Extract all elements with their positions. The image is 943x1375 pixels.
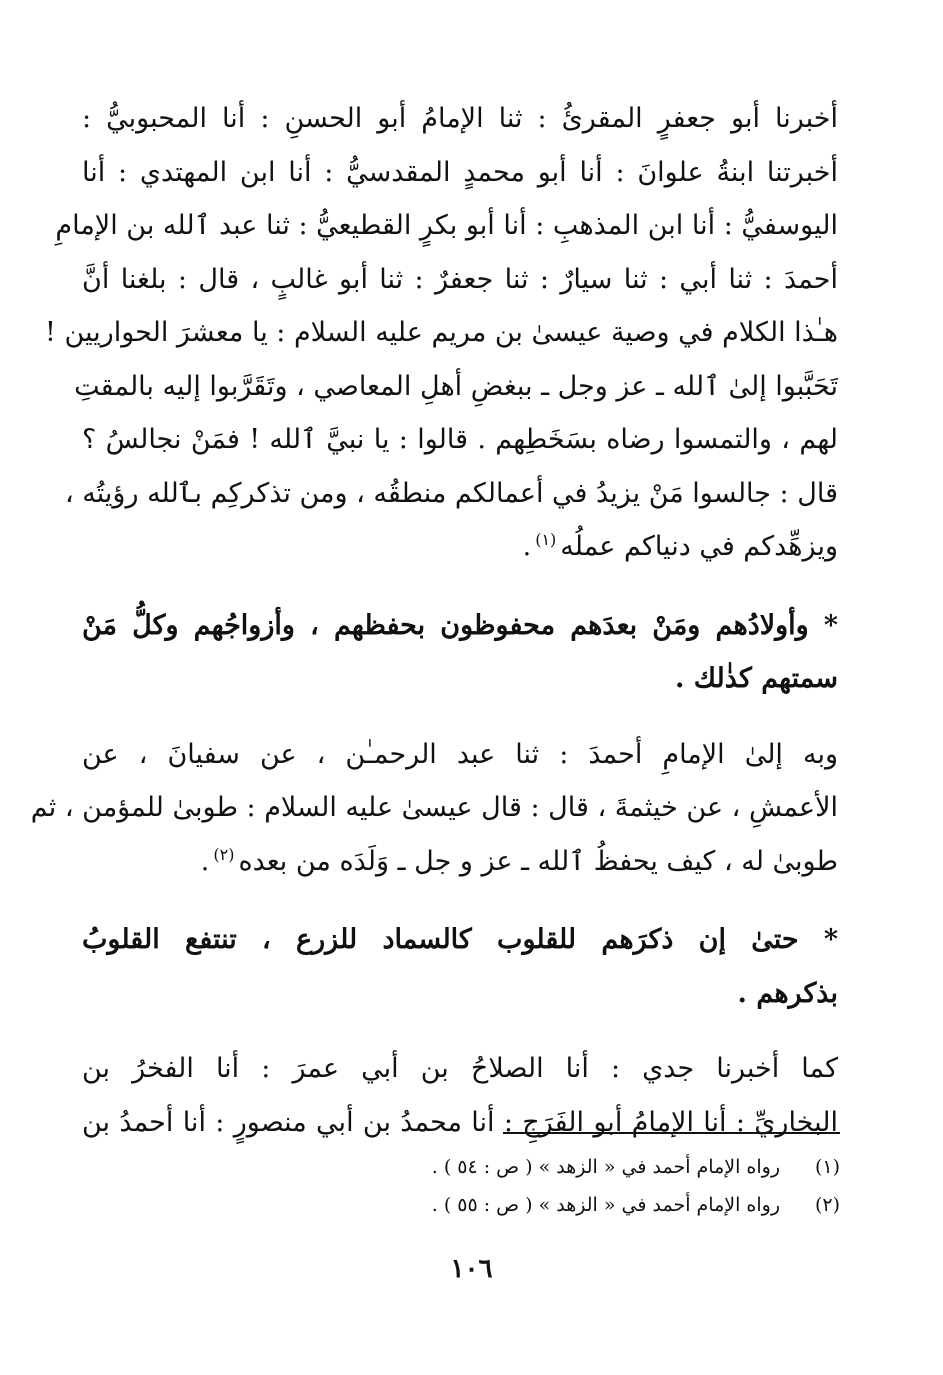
footnote-text: رواه الإمام أحمد في « الزهد » ( ص : ٥٥ ) . <box>431 1194 780 1216</box>
footnote-ref-2: (٢) <box>213 844 235 864</box>
text-line: هـٰذا الكلام في وصية عيسىٰ بن مريم عليه السلام : يا معشرَ الحواريين ! <box>45 317 838 348</box>
footnote-1 <box>340 1148 840 1186</box>
text-line: قال : جالسوا مَنْ يزيدُ في أعمالكم منطقُه ، ومن تذكركِم بٱلله رؤيتُه ، <box>64 477 838 509</box>
main-text-paragraph-2 <box>82 913 838 1020</box>
text-line-last: بذكرهم . <box>737 977 838 1009</box>
narration-paragraph-2 <box>30 728 838 892</box>
narration-paragraph-1 <box>45 92 838 577</box>
text-line: لهم ، والتمسوا رضاه بسَخَطِهم . قالوا : يا نبيَّ ٱلله ! فمَنْ نجالسُ ؟ <box>82 424 838 455</box>
footnotes <box>340 1148 840 1224</box>
text-fragment: طوبىٰ له ، كيف يحفظُ ٱلله ـ عز و جل ـ وَلَدَه من بعده <box>238 845 838 877</box>
main-text-paragraph-1 <box>82 599 838 706</box>
text-line-last <box>82 520 838 577</box>
text-line: اليوسفيُّ : أنا ابن المذهبِ : أنا أبو بكرٍ القطيعيُّ : ثنا عبد ٱلله بن الإمامِ <box>55 210 838 241</box>
page-number: ١٠٦ <box>450 1254 493 1284</box>
text-line: أخبرنا أبو جعفرٍ المقرئُ : ثنا الإمامُ أبو الحسنِ : أنا المحبوبيُّ : <box>82 103 838 134</box>
text-line: * حتىٰ إن ذكرَهم للقلوب كالسماد للزرع ، تنتفع القلوبُ <box>82 924 838 955</box>
text-line: تَحَبَّبوا إلىٰ ٱلله ـ عز وجل ـ ببغضِ أهلِ المعاصي ، وتَقَرَّبوا إليه بالمقتِ <box>74 370 838 402</box>
footnote-ref-1: (١) <box>535 530 557 549</box>
footnote-number: (١) <box>814 1156 840 1178</box>
footnote-number: (٢) <box>814 1194 840 1216</box>
text-line: البخاريِّ : أنا الإمامُ أبو الفَرَجِ : أنا محمدُ بن أبي منصورٍ : أنا أحمدُ بن <box>82 1106 838 1138</box>
text-line: الأعمشِ ، عن خيثمةَ ، قال : قال عيسىٰ عليه السلام : طوبىٰ للمؤمن ، ثم <box>30 792 838 823</box>
trailing-punctuation: . <box>522 531 532 562</box>
footnote-text: رواه الإمام أحمد في « الزهد » ( ص : ٥٤ ) . <box>431 1156 780 1178</box>
trailing-punctuation: . <box>200 845 210 877</box>
page-body <box>30 92 838 1149</box>
text-line: وبه إلىٰ الإمامِ أحمدَ : ثنا عبد الرحمـٰن ، عن سفيانَ ، عن <box>82 738 838 770</box>
text-fragment: ويزهِّدكم في دنياكم عملُه <box>560 531 838 562</box>
text-line-last: سمتهم كذٰلك . <box>674 663 838 694</box>
footnote-2 <box>340 1186 840 1224</box>
footnote-divider <box>503 1132 840 1134</box>
text-line: كما أخبرنا جدي : أنا الصلاحُ بن أبي عمرَ : أنا الفخرُ بن <box>82 1053 838 1084</box>
text-line-last <box>82 835 838 892</box>
text-line: أحمدَ : ثنا أبي : ثنا سيارٌ : ثنا جعفرٌ : ثنا أبو غالبٍ ، قال : بلغنا أنَّ <box>82 263 838 295</box>
text-line: * وأولادُهم ومَنْ بعدَهم محفوظون بحفظهم ، وأزواجُهم وكلُّ مَنْ <box>82 609 838 641</box>
text-line: أخبرتنا ابنةُ علوانَ : أنا أبو محمدٍ المقدسيُّ : أنا ابن المهتدي : أنا <box>82 156 838 188</box>
